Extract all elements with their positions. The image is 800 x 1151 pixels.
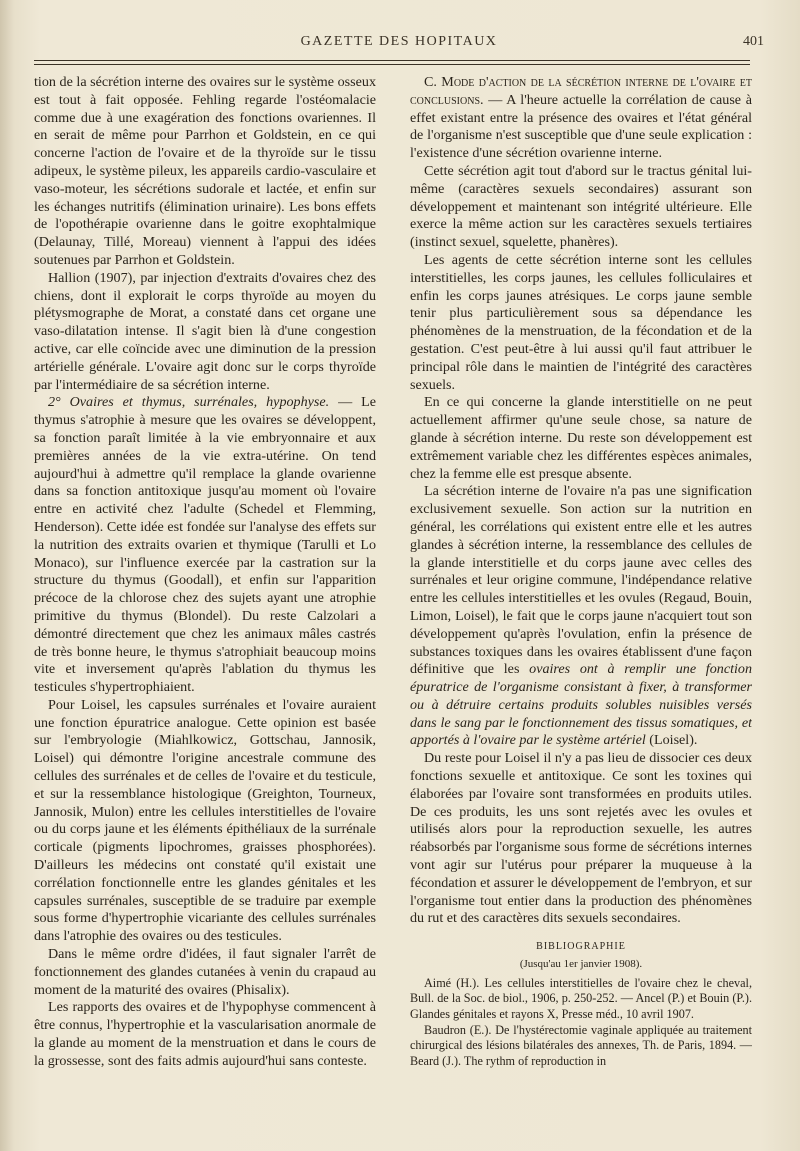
bibliography-entry: Baudron (E.). De l'hystérectomie vaginale appliquée au traitement chirurgical des lésions bilatérales des annexes, Th. de Paris, 1894. — Beard (J.). The rythm of reproduction in	[410, 1022, 752, 1068]
paragraph: Du reste pour Loisel il n'y a pas lieu de dissocier ces deux fonctions sexuelle et antitoxique. Ce sont les toxines qui élaborées par l'ovaire sont transformées en produits utiles. De ces produits, les uns sont rejetés avec les ovules et utilisés alors pour la reproduction sexuelle, les autres réabsorbés par l'organisme sous forme de sécrétions internes vont agir sur l'utérus pour préparer la muqueuse à la fécondation et assurer le développement de l'embryon, et sur l'organisme tout entier dans la production des phénomènes du rut et des caractères dits sexuels secondaires.	[410, 750, 752, 927]
section-subheading: 2° Ovaires et thymus, surrénales, hypophyse.	[48, 394, 330, 411]
journal-title: GAZETTE DES HOPITAUX	[300, 34, 498, 49]
paragraph	[410, 483, 752, 750]
paragraph-text: La sécrétion interne de l'ovaire n'a pas une signification exclusivement sexuelle. Son action sur la nutrition en général, les corrélations qui existent entre elle et les autres glandes à sécrétion interne, la ressemblance des cellules de la glande interstitielle et du corps jaune avec celles des surrénales et leur origine commune, l'indépendance relative entre les cellules interstitielles et les ovules (Regaud, Bouin, Limon, Loisel), le fait que le corps jaune n'acquiert tout son développement qu'après l'ovulation, enfin la présence de substances toxiques dans les ovaires établissent d'une façon définitive que les	[410, 483, 752, 678]
section-heading: C. Mode d'action de la sécrétion interne de l'ovaire et conclusions.	[410, 74, 752, 108]
bibliography-heading: BIBLIOGRAPHIE	[536, 941, 626, 953]
page-number: 401	[743, 34, 764, 49]
paragraph: Cette sécrétion agit tout d'abord sur le tractus génital lui-même (caractères sexuels secondaires) assurant son développement et maintenant son intégrité ultérieure. Elle exerce la même action sur les caractères sexuels tertiaires (instinct sexuel, squelette, phanères).	[410, 162, 752, 251]
header-rule-top	[34, 60, 750, 61]
italic-conclusion: ovaires ont à remplir une fonction épuratrice de l'organisme consistant à fixer, à transformer ou à détruire certains produits solubles nuisibles versés dans le sang par le fonctionnement des tissus somatiques, et apportés à l'ovaire par le système artériel	[410, 661, 752, 749]
paragraph-text: — Le thymus s'atrophie à mesure que les ovaires se développent, sa fonction paraît limitée à la vie embryonnaire et aux premières années de la vie extra-utérine. On tend aujourd'hui à admettre qu'il remplace la glande ovarienne dans sa fonction antitoxique jusqu'au moment où l'ovaire entre en activité chez l'adulte (Schedel et Flemming, Henderson). Cette idée est fondée sur l'analyse des effets sur la nutrition des extraits ovarien et thymique (Tarulli et Lo Monaco), sur l'influence exercée par la castration sur la structure du thymus (Goodall), et enfin sur l'apparition précoce de la chlorose chez des sujets ayant une atrophie primitive du thymus (Blondel). Du reste Calzolari a démontré directement que chez les animaux mâles castrés de très bonne heure, le thymus s'atrophiait beaucoup moins vite et inversement qu'après l'ablation du thymus les testicules s'hypertrophiaient.	[34, 394, 376, 696]
paragraph: Dans le même ordre d'idées, il faut signaler l'arrêt de fonctionnement des glandes cutanées à venin du crapaud au moment de la maturité des ovaires (Phisalix).	[34, 946, 376, 998]
paragraph: tion de la sécrétion interne des ovaires sur le système osseux est tout à fait opposée. Fehling regarde l'ostéomalacie comme due à une exagération des fonctions ovariennes. Il en serait de même pour Parrhon et Goldstein, en ce qui concerne l'action de l'ovaire et de la thyroïde sur le tissu adipeux, le système pileux, les appareils cardio-vasculaire et vaso-moteur, les sécrétions sudorale et lactée, et enfin sur les échanges nutritifs (élimination urinaire). Les bons effets de l'opothérapie ovarienne dans le goitre exophtalmique (Delaunay, Tillé, Moreau) viennent à l'appui des idées soutenues par Parrhon et Goldstein.	[34, 74, 376, 268]
left-column	[34, 74, 376, 1134]
running-header	[34, 34, 764, 54]
paragraph: Hallion (1907), par injection d'extraits d'ovaires chez des chiens, dont il explorait le corps thyroïde au moyen du plétysmographe de Morat, a constaté dans cet organe une vaso-dilatation intense. Il s'agit bien là d'une congestion active, car elle coïncide avec une diminution de la pression artérielle générale. L'ovaire agit donc sur le corps thyroïde par l'intermédiaire de sa sécrétion interne.	[34, 269, 376, 393]
paragraph: En ce qui concerne la glande interstitielle on ne peut actuellement affirmer qu'une seule chose, sa nature de glande à sécrétion interne. Du reste son développement est extrêmement variable chez les différentes espèces animales, chez la femme elle est presque absente.	[410, 394, 752, 482]
paragraph-text: — A l'heure actuelle la corrélation de cause à effet existant entre la présence des ovaires et l'état général de l'organisme n'est susceptible que d'une seule explication : l'existence d'une sécrétion ovarienne interne.	[410, 91, 752, 162]
paragraph-text: (Loisel).	[645, 732, 698, 749]
paragraph: Les rapports des ovaires et de l'hypophyse commencent à être connus, l'hypertrophie et la vascularisation anormale de la glande au moment de la menstruation et dans le cours de la grossesse, sont des faits admis aujourd'hui sans conteste.	[34, 999, 376, 1069]
bibliography-subheading: (Jusqu'au 1er janvier 1908).	[519, 958, 643, 971]
paragraph	[34, 394, 376, 697]
header-rule-bottom	[34, 64, 750, 65]
paragraph: Les agents de cette sécrétion interne sont les cellules interstitielles, les corps jaunes, les cellules folliculaires et enfin les corps jaunes atrésiques. Le corps jaune semble tenir plus particulièrement sous sa dépendance les phénomènes de la menstruation, de la fécondation et de la gestation. C'est peut-être à lui aussi qu'il faut attribuer le principal rôle dans le maintien de l'intégrité des caractères sexuels.	[410, 251, 752, 393]
paragraph: Pour Loisel, les capsules surrénales et l'ovaire auraient une fonction épuratrice analogue. Cette opinion est basée sur l'embryologie (Miahlkowicz, Gottschau, Jannosik, Loisel) qui démontre l'origine ancestrale commune des cellules des surrénales et de celles de l'ovaire et du testicule, et sur la ressemblance histologique (Greighton, Tourneux, Jannosik, Mulon) entre les cellules interstitielles de l'ovaire ou du corps jaune et les éléments épithéliaux de la surrénale corticale (pigments lipochromes, graisses phosphorées). D'ailleurs les médecins ont constaté qu'il existait une corrélation fonctionnelle entre les glandes génitales et les capsules surrénales, susceptible de se traduire par exemple sous forme d'hypertrophie vicariante des cellules surrénales dans l'atrophie des ovaires ou des testicules.	[34, 696, 376, 945]
bibliography-entry: Aimé (H.). Les cellules interstitielles de l'ovaire chez le cheval, Bull. de la Soc. de biol., 1906, p. 250-252. — Ancel (P.) et Bouin (P.). Glandes génitales et rayons X, Presse méd., 10 avril 1907.	[410, 975, 752, 1022]
paragraph	[410, 74, 752, 163]
right-column	[410, 74, 752, 1134]
